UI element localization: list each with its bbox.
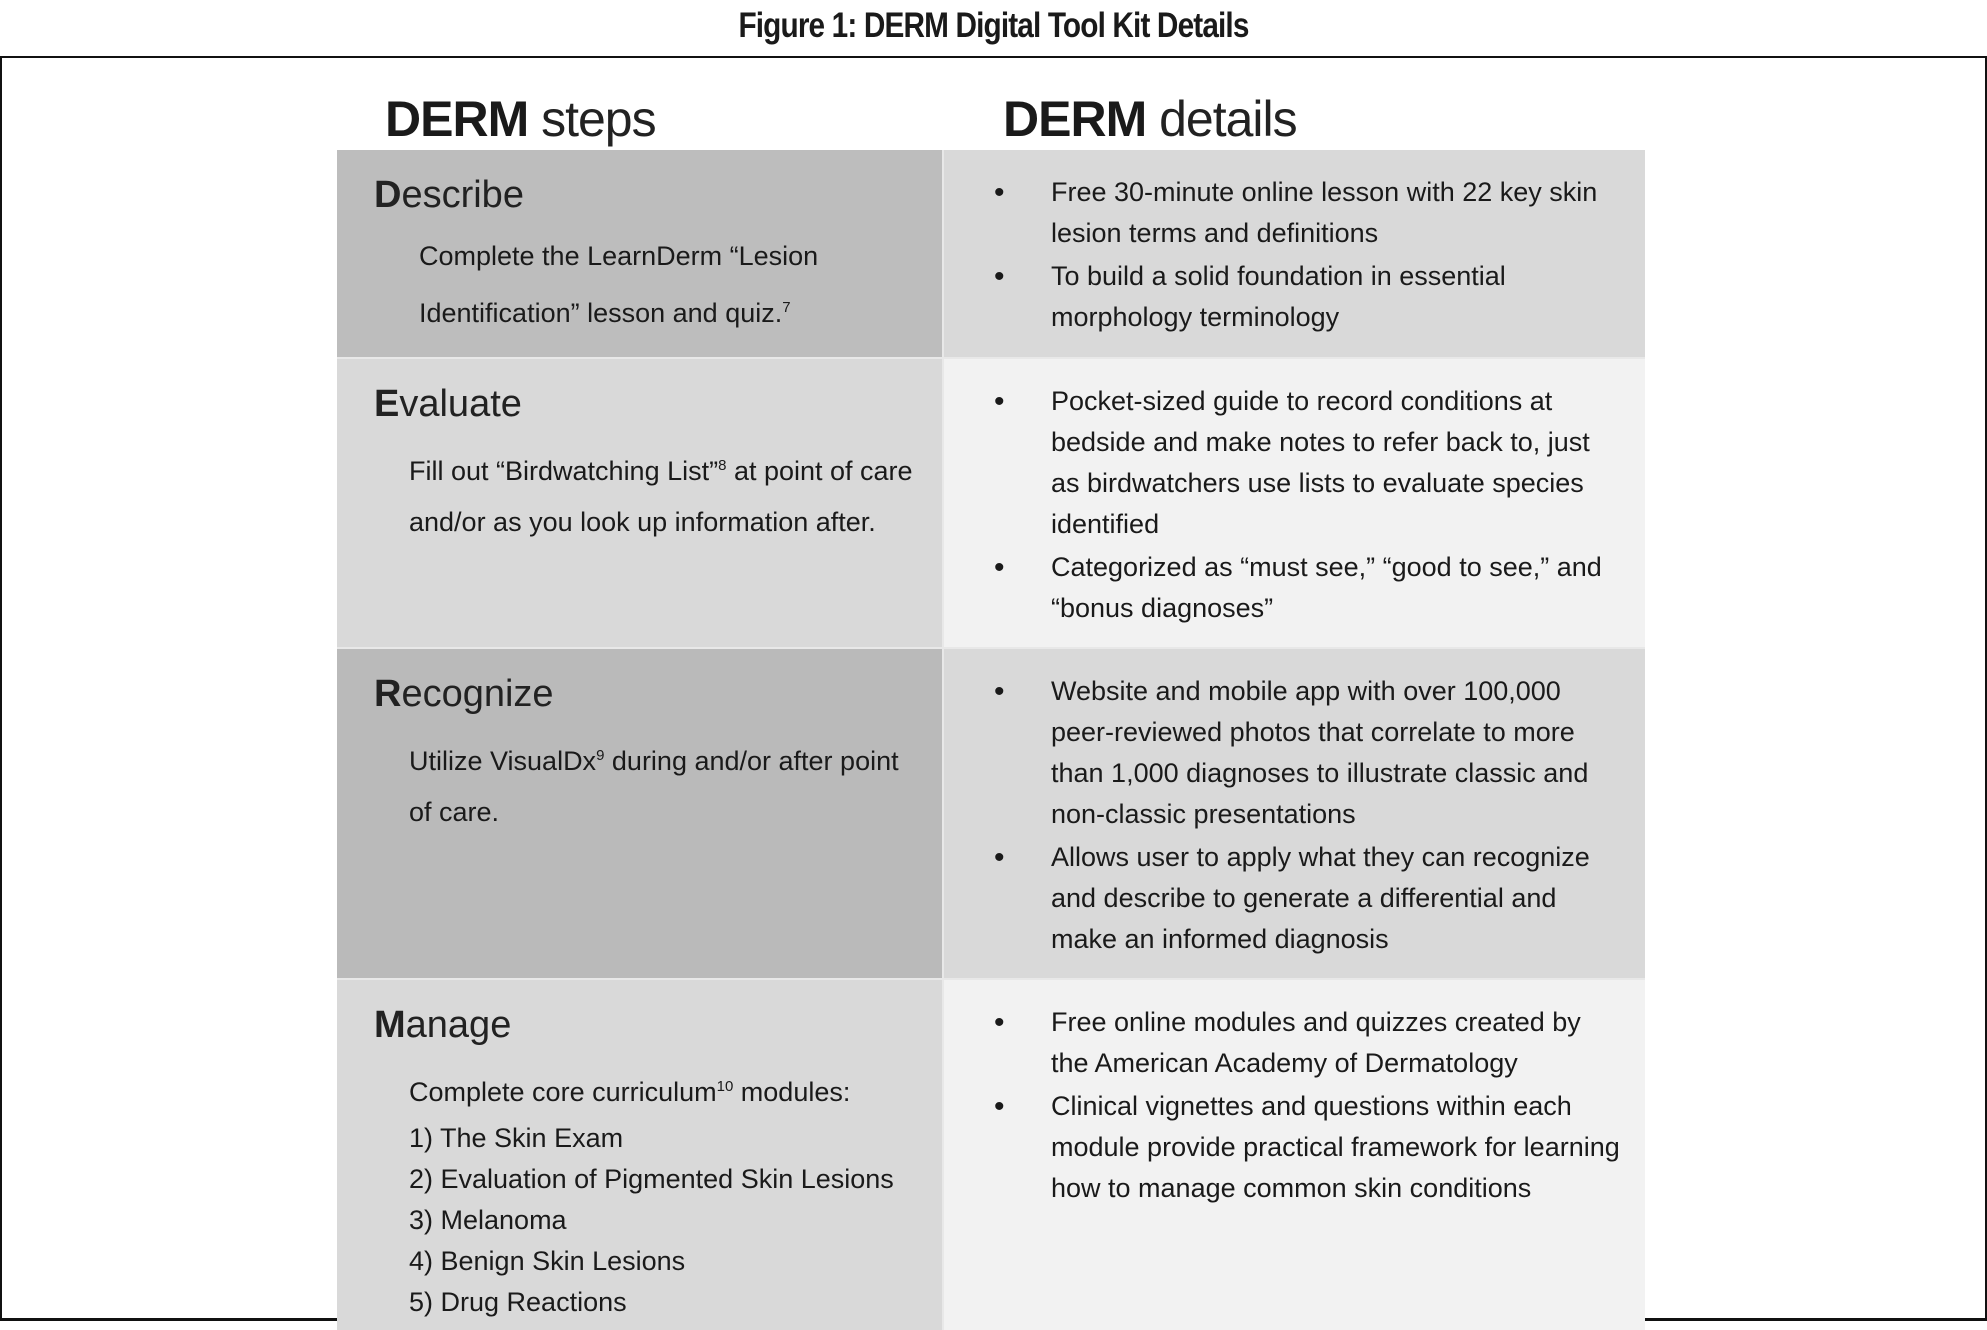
step-rest: escribe: [401, 174, 524, 216]
step-text-body: Utilize VisualDx: [409, 746, 597, 776]
citation: 8: [718, 457, 727, 474]
step-text-body: Complete the LearnDerm “Lesion Identification” lesson and quiz.: [419, 241, 819, 328]
citation: 7: [782, 299, 791, 316]
details-cell: [944, 359, 1645, 647]
table-row-manage: [337, 980, 1645, 1330]
step-rest: valuate: [399, 383, 522, 425]
step-letter: R: [374, 673, 402, 715]
step-cell: [337, 980, 944, 1330]
header-rest: details: [1146, 91, 1297, 147]
module-list: [374, 1118, 922, 1323]
step-text-body: Complete core curriculum: [409, 1077, 717, 1107]
module-item: 2) Evaluation of Pigmented Skin Lesions: [409, 1164, 894, 1194]
detail-bullet: • To build a solid foundation in essential morphology terminology: [994, 256, 1625, 338]
details-cell: [944, 649, 1645, 978]
step-text-body: during and/or after point of care.: [409, 746, 899, 827]
step-text: [374, 231, 922, 339]
detail-bullet: • Website and mobile app with over 100,000 peer-reviewed photos that correlate to more than 1,000 diagnoses to illustrate classic and non-classic presentations: [994, 671, 1625, 835]
citation: 9: [596, 747, 605, 764]
step-rest: ecognize: [401, 673, 554, 715]
module-item: 3) Melanoma: [409, 1205, 567, 1235]
citation: 10: [716, 1078, 734, 1095]
table-row-evaluate: [337, 359, 1645, 649]
step-cell: [337, 649, 944, 978]
step-rest: anage: [405, 1004, 512, 1046]
step-text-body: Fill out “Birdwatching List”: [409, 456, 719, 486]
column-header-details: [1003, 90, 1297, 148]
column-header-steps: [385, 90, 656, 148]
step-cell: [337, 150, 944, 357]
detail-bullet: • Clinical vignettes and questions within each module provide practical framework for learning how to manage common skin conditions: [994, 1086, 1625, 1209]
header-rest: steps: [528, 91, 656, 147]
table-row-recognize: [337, 649, 1645, 980]
step-text-body: modules:: [733, 1077, 851, 1107]
step-title: [374, 673, 922, 716]
step-text-body: at point of care and/or as you look up information after.: [409, 456, 913, 537]
module-item: 4) Benign Skin Lesions: [409, 1246, 686, 1276]
module-item: 1) The Skin Exam: [409, 1123, 624, 1153]
detail-bullet: • Categorized as “must see,” “good to see,” and “bonus diagnoses”: [994, 547, 1625, 629]
step-title: [374, 174, 922, 217]
header-bold: DERM: [385, 91, 529, 147]
figure-title: Figure 1: DERM Digital Tool Kit Details: [738, 6, 1249, 45]
step-letter: E: [374, 383, 400, 425]
derm-table: [337, 150, 1645, 1330]
step-title: [374, 383, 922, 426]
step-letter: M: [374, 1004, 406, 1046]
step-letter: D: [374, 174, 402, 216]
step-text: [374, 1061, 922, 1118]
detail-bullet: • Allows user to apply what they can recognize and describe to generate a differential and make an informed diagnosis: [994, 837, 1625, 960]
header-bold: DERM: [1003, 91, 1147, 147]
step-cell: [337, 359, 944, 647]
step-text: [374, 440, 922, 548]
module-item: 5) Drug Reactions: [409, 1287, 627, 1317]
detail-bullet: • Free 30-minute online lesson with 22 key skin lesion terms and definitions: [994, 172, 1625, 254]
detail-bullet: • Free online modules and quizzes created by the American Academy of Dermatology: [994, 1002, 1625, 1084]
details-cell: [944, 980, 1645, 1330]
step-text: [374, 730, 922, 838]
step-title: [374, 1004, 922, 1047]
details-cell: [944, 150, 1645, 357]
detail-bullet: • Pocket-sized guide to record conditions at bedside and make notes to refer back to, just as birdwatchers use lists to evaluate species identified: [994, 381, 1625, 545]
table-row-describe: [337, 150, 1645, 359]
